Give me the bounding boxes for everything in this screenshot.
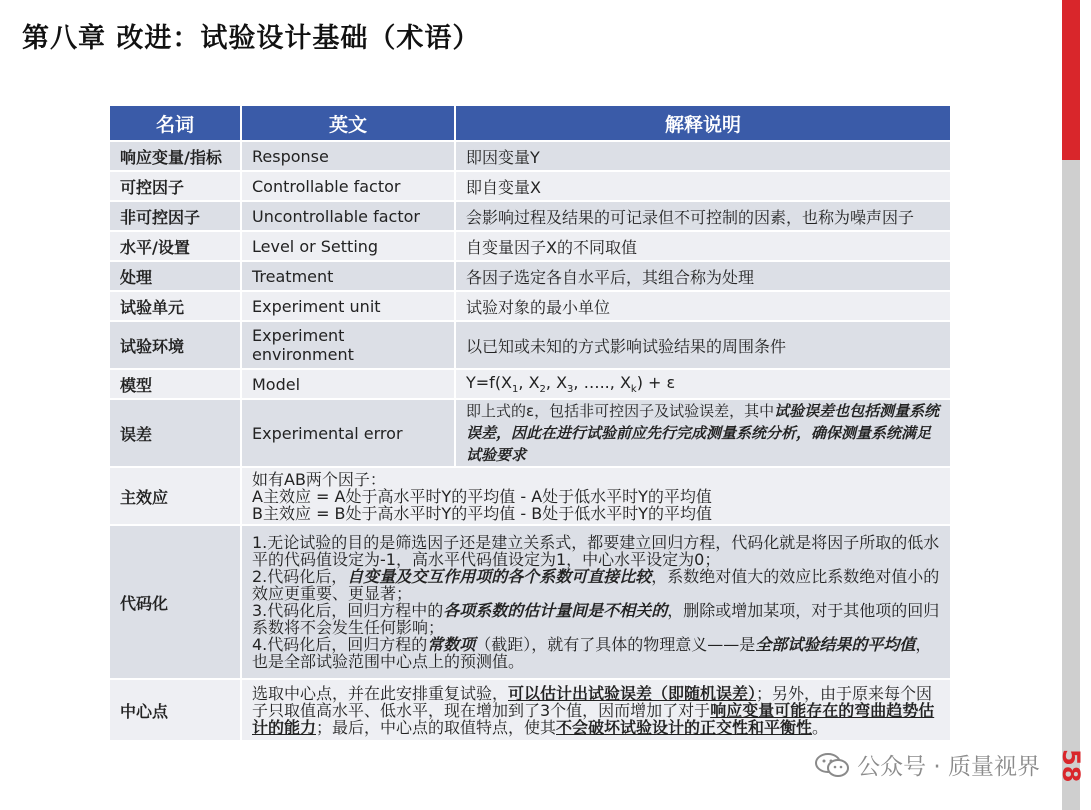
term-cell: 处理: [110, 262, 242, 292]
english-cell: Experimental error: [242, 400, 456, 468]
explanation-cell: 自变量因子X的不同取值: [456, 232, 952, 262]
table-row: [110, 202, 952, 232]
table-row: [110, 232, 952, 262]
watermark: [815, 748, 1040, 781]
page-number: 58: [1057, 749, 1085, 783]
table-row: [110, 526, 952, 680]
term-cell: 试验环境: [110, 322, 242, 370]
table-header-row: [110, 106, 952, 142]
table-row: [110, 292, 952, 322]
header-term: 名词: [110, 106, 242, 142]
table-row: [110, 172, 952, 202]
explanation-cell: 即自变量X: [456, 172, 952, 202]
watermark-text: 公众号 · 质量视界: [857, 754, 1040, 780]
english-cell: Treatment: [242, 262, 456, 292]
side-bar: [1062, 160, 1080, 810]
table-row: [110, 322, 952, 370]
table-row: [110, 400, 952, 468]
table-row: [110, 142, 952, 172]
term-cell: 误差: [110, 400, 242, 468]
term-cell: 代码化: [110, 526, 242, 680]
header-explanation: 解释说明: [456, 106, 952, 142]
english-cell: Model: [242, 370, 456, 400]
terms-table: [110, 106, 952, 742]
explanation-cell: 选取中心点，并在此安排重复试验，可以估计出试验误差（即随机误差）；另外，由于原来每个因子只取值高水平、低水平，现在增加到了3个值，因而增加了对于响应变量可能存在的弯曲趋势估计的能力；最后，中心点的取值特点，使其不会破坏试验设计的正交性和平衡性。: [242, 680, 952, 742]
explanation-cell: 即上式的ε，包括非可控因子及试验误差，其中试验误差也包括测量系统误差，因此在进行试验前应先行完成测量系统分析，确保测量系统满足试验要求: [456, 400, 952, 468]
table-row: [110, 370, 952, 400]
explanation-cell: 即因变量Y: [456, 142, 952, 172]
table-row: [110, 680, 952, 742]
english-cell: Experiment unit: [242, 292, 456, 322]
table-row: [110, 262, 952, 292]
explanation-cell: 如有AB两个因子： A主效应 = A处于高水平时Y的平均值 - A处于低水平时Y的平均值 B主效应 = B处于高水平时Y的平均值 - B处于低水平时Y的平均值: [242, 468, 952, 526]
page-title: 第八章 改进：试验设计基础（术语）: [22, 23, 481, 54]
explanation-cell: 以已知或未知的方式影响试验结果的周围条件: [456, 322, 952, 370]
table-row: [110, 468, 952, 526]
term-cell: 水平/设置: [110, 232, 242, 262]
english-cell: Uncontrollable factor: [242, 202, 456, 232]
english-cell: Level or Setting: [242, 232, 456, 262]
term-cell: 试验单元: [110, 292, 242, 322]
explanation-cell: 会影响过程及结果的可记录但不可控制的因素，也称为噪声因子: [456, 202, 952, 232]
term-cell: 响应变量/指标: [110, 142, 242, 172]
explanation-cell: 各因子选定各自水平后，其组合称为处理: [456, 262, 952, 292]
term-cell: 模型: [110, 370, 242, 400]
term-cell: 非可控因子: [110, 202, 242, 232]
english-cell: Response: [242, 142, 456, 172]
english-cell: Controllable factor: [242, 172, 456, 202]
wechat-icon: [815, 752, 849, 778]
english-cell: Experiment environment: [242, 322, 456, 370]
term-cell: 中心点: [110, 680, 242, 742]
term-cell: 主效应: [110, 468, 242, 526]
term-cell: 可控因子: [110, 172, 242, 202]
explanation-cell: 试验对象的最小单位: [456, 292, 952, 322]
explanation-cell: 1.无论试验的目的是筛选因子还是建立关系式，都要建立回归方程，代码化就是将因子所取的低水平的代码值设定为-1，高水平代码值设定为1，中心水平设定为0； 2.代码化后，自变量及交互作用项的各个系数可直接比较，系数绝对值大的效应比系数绝对值小的效应更重要、更显著； 3.代码化后，回归方程中的各项系数的估计量间是不相关的，删除或增加某项，对于其他项的回归系数将不会发生任何影响； 4.代码化后，回归方程的常数项（截距），就有了具体的物理意义——是全部试验结果的平均值，也是全部试验范围中心点上的预测值。: [242, 526, 952, 680]
header-english: 英文: [242, 106, 456, 142]
model-formula: $Y=f(X_1$, $X_2$, $X_3$, ….., $X_k) + \varepsilon$: [456, 370, 952, 400]
accent-bar: [1062, 0, 1080, 160]
